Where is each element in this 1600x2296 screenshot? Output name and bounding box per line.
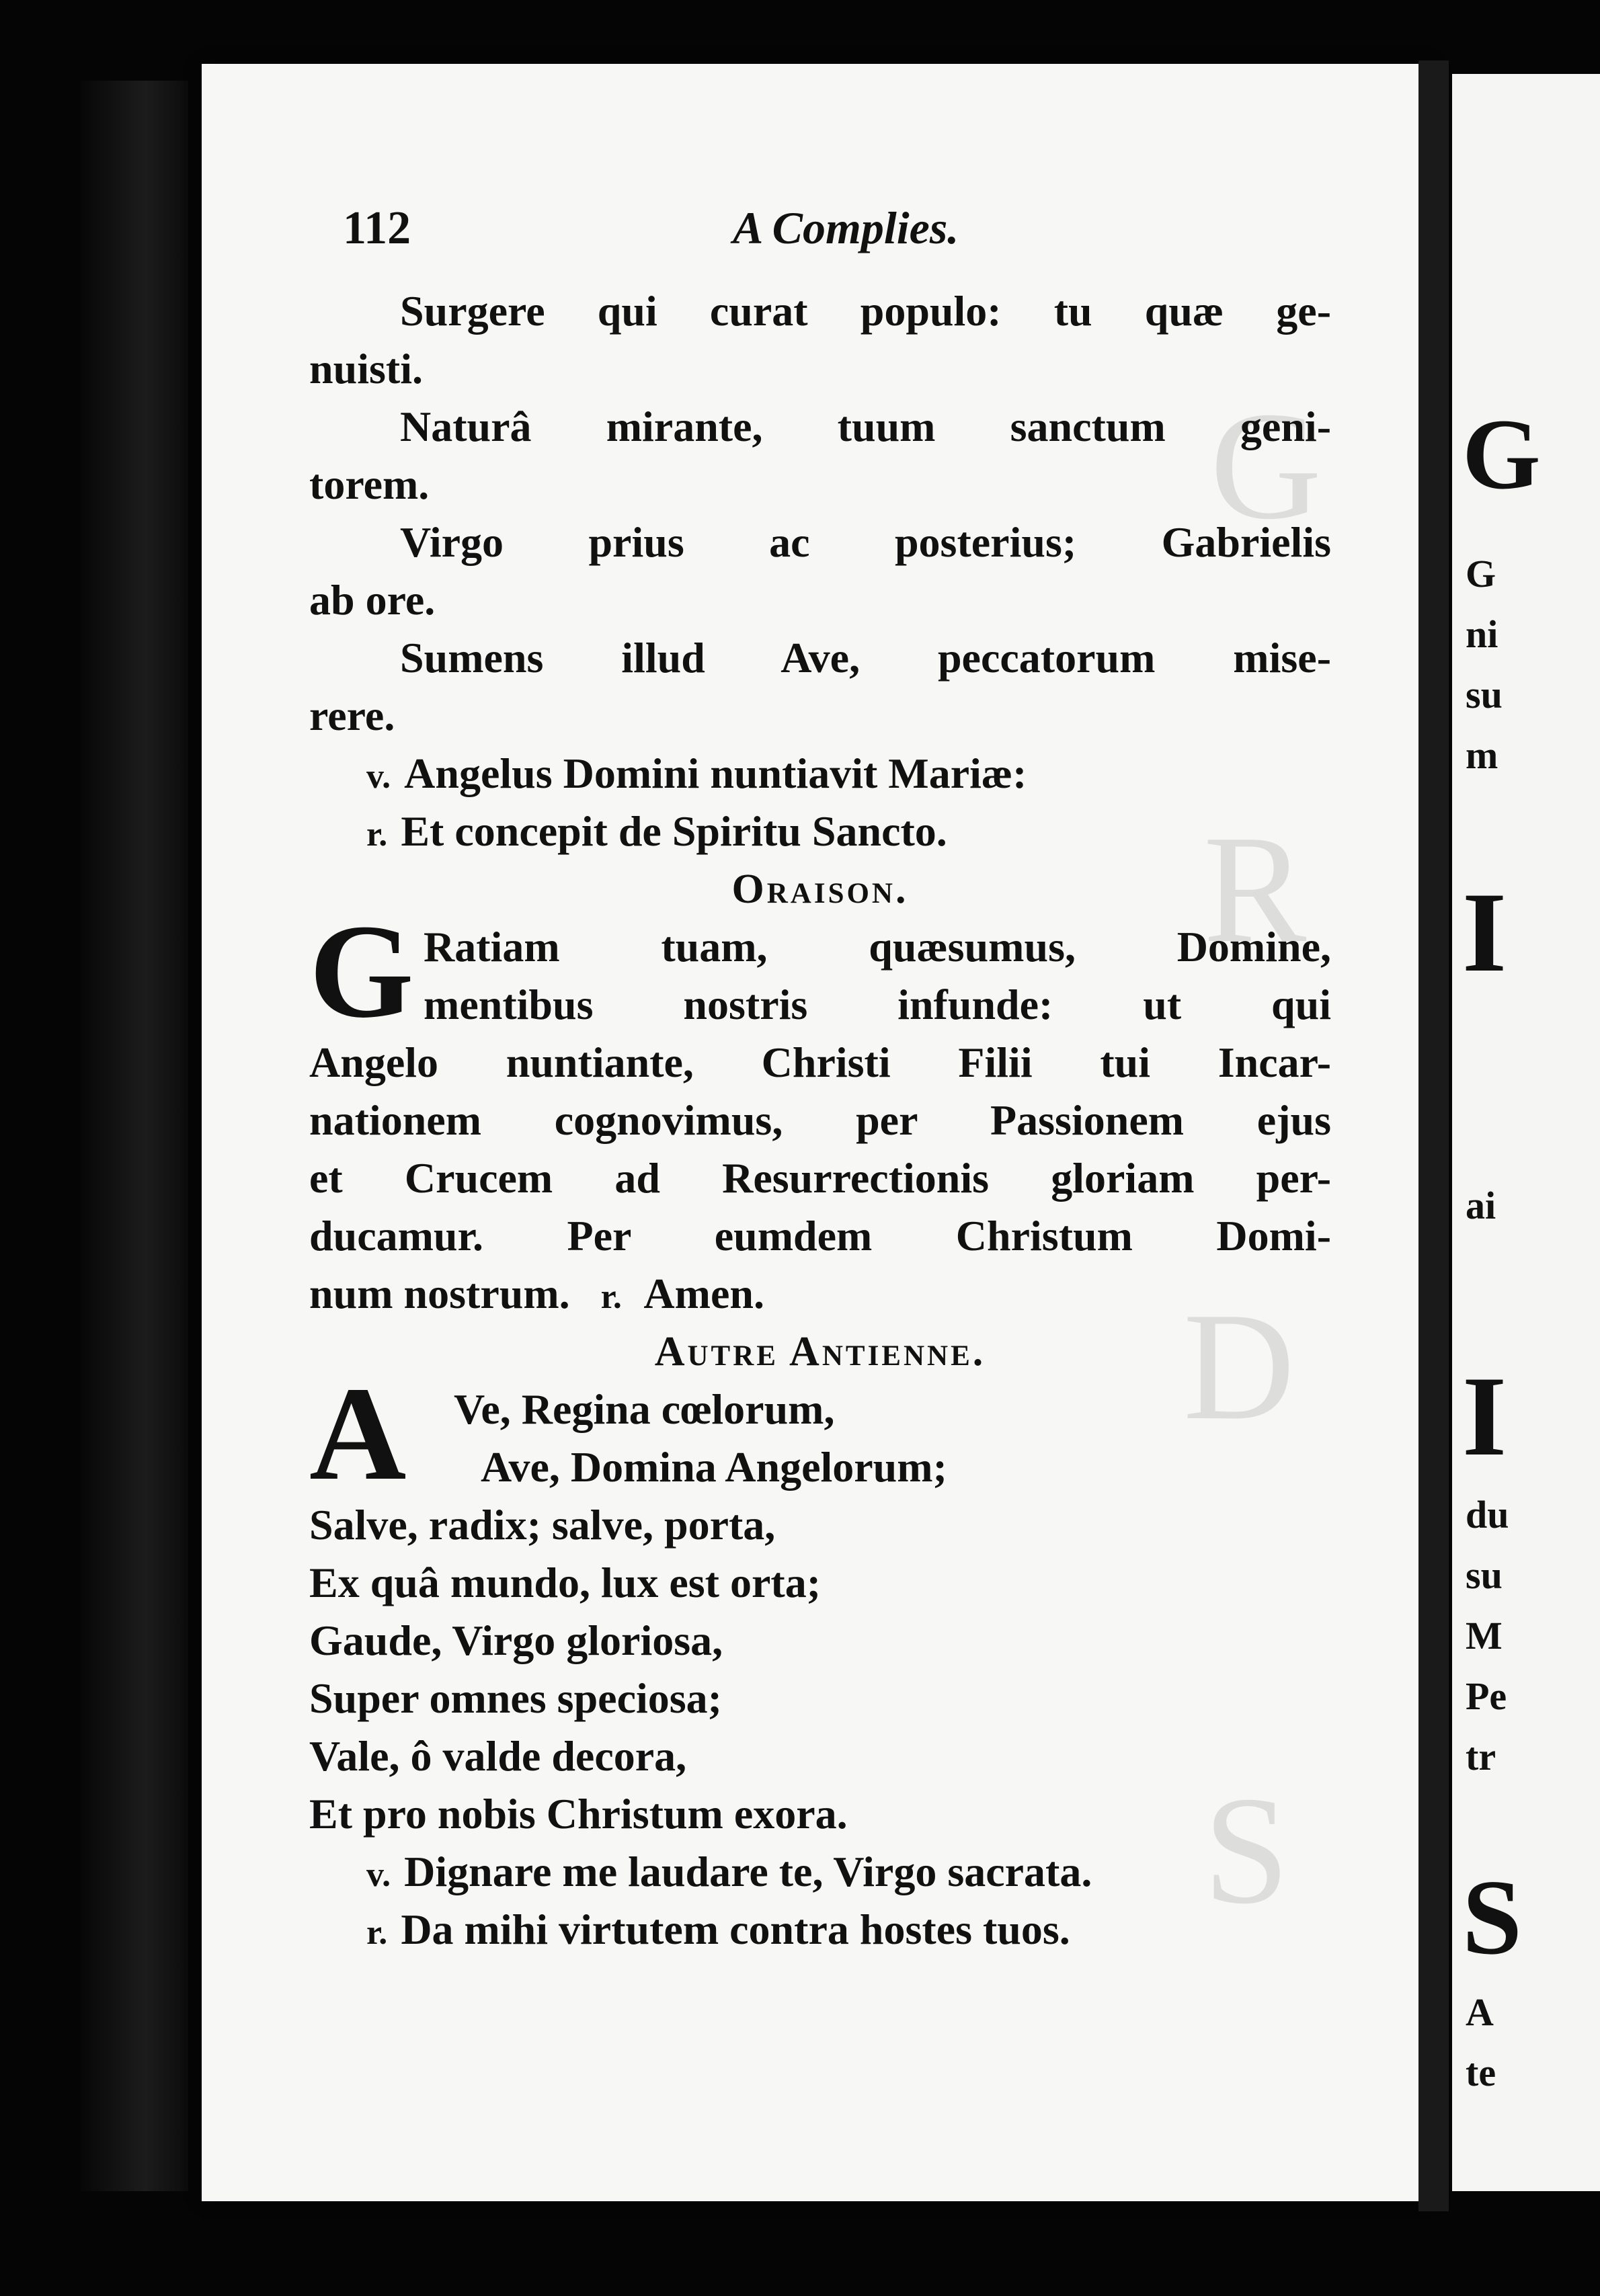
text-line: Ave, Domina Angelorum; <box>481 1443 947 1491</box>
text-line: ab ore. <box>309 576 436 624</box>
facing-page-initial: G <box>1462 399 1541 510</box>
show-through-mark: R <box>1203 803 1307 975</box>
text-line <box>309 1265 1331 1323</box>
text-line: Virgo prius ac posterius; Gabrielis <box>400 518 1331 566</box>
response-line <box>309 1901 1331 1959</box>
text-line: torem. <box>309 460 430 508</box>
response-line <box>309 803 1331 860</box>
facing-page-fragment: du <box>1466 1493 1509 1536</box>
text-line: Gaude, Virgo gloriosa, <box>309 1616 723 1664</box>
show-through-mark: D <box>1183 1280 1295 1452</box>
text-line: nationem cognovimus, per Passionem ejus <box>309 1096 1331 1144</box>
facing-page-fragment: te <box>1466 2051 1496 2094</box>
versicle-text: Angelus Domini nuntiavit Mariæ: <box>404 749 1027 797</box>
show-through-mark: S <box>1203 1764 1289 1936</box>
text-line: nuisti. <box>309 345 423 393</box>
text-fragment: num nostrum. <box>309 1270 570 1317</box>
oraison-opening <box>309 897 1331 1046</box>
versicle-mark: v. <box>366 757 391 796</box>
facing-page-fragment: Pe <box>1466 1674 1507 1718</box>
facing-page-fragment: su <box>1466 1553 1503 1597</box>
section-heading: Oraison. <box>731 866 909 912</box>
page-text <box>309 282 1331 1959</box>
facing-page-initial: S <box>1462 1857 1522 1977</box>
text-line: Sumens illud Ave, peccatorum mise- <box>400 634 1331 682</box>
facing-page-fragment: M <box>1466 1614 1503 1657</box>
facing-page-fragment: ni <box>1466 612 1498 656</box>
text-line: Et pro nobis Christum exora. <box>309 1790 848 1838</box>
amen-text: Amen. <box>643 1270 764 1317</box>
text-line: Surgere qui curat populo: tu quæ ge- <box>400 287 1331 335</box>
facing-page-fragment: m <box>1466 733 1498 777</box>
page-number: 112 <box>343 202 411 254</box>
text-line: Ve, Regina cœlorum, <box>454 1385 835 1433</box>
antienne-opening <box>309 1360 1331 1508</box>
response-text: Et concepit de Spiritu Sancto. <box>401 807 947 855</box>
text-line: Vale, ô valde decora, <box>309 1732 687 1780</box>
text-line: rere. <box>309 692 395 739</box>
response-mark: r. <box>366 1914 388 1952</box>
versicle-line <box>309 745 1331 803</box>
text-line: ducamur. Per eumdem Christum Domi- <box>309 1212 1331 1260</box>
versicle-text: Dignare me laudare te, Virgo sacrata. <box>404 1848 1092 1895</box>
facing-page-initial: I <box>1462 869 1507 995</box>
response-text: Da mihi virtutem contra hostes tuos. <box>401 1905 1070 1953</box>
show-through-mark: G <box>1210 380 1322 551</box>
text-line: et Crucem ad Resurrectionis gloriam per- <box>309 1154 1331 1202</box>
facing-page-fragment: G <box>1466 552 1496 596</box>
text-line: Ex quâ mundo, lux est orta; <box>309 1559 821 1606</box>
versicle-line <box>309 1843 1331 1901</box>
text-line: Salve, radix; salve, porta, <box>309 1501 776 1549</box>
drop-cap-initial: G <box>309 897 414 1046</box>
facing-page-fragment: tr <box>1466 1735 1496 1778</box>
facing-page-fragment: ai <box>1466 1184 1496 1227</box>
facing-page-fragment: A <box>1466 1990 1494 2034</box>
text-line: Ratiam tuam, quæsumus, Domine, <box>424 923 1331 971</box>
response-mark: r. <box>366 815 388 854</box>
facing-page-edge <box>1452 74 1600 2191</box>
drop-cap-initial: A <box>309 1360 407 1508</box>
facing-page-fragment: su <box>1466 673 1503 716</box>
text-line: Super omnes speciosa; <box>309 1674 722 1722</box>
response-mark: r. <box>600 1278 622 1316</box>
page-gutter <box>1418 60 1449 2211</box>
book-spine <box>81 81 188 2191</box>
running-head <box>343 202 1324 262</box>
versicle-mark: v. <box>366 1856 391 1894</box>
text-line: Angelo nuntiante, Christi Filii tui Incar- <box>309 1038 1331 1086</box>
text-line: mentibus nostris infunde: ut qui <box>424 981 1331 1028</box>
running-title: A Complies. <box>733 202 959 253</box>
section-heading: Autre Antienne. <box>654 1329 986 1375</box>
facing-page-initial: I <box>1462 1353 1507 1479</box>
text-line: Naturâ mirante, tuum sanctum geni- <box>400 403 1331 450</box>
